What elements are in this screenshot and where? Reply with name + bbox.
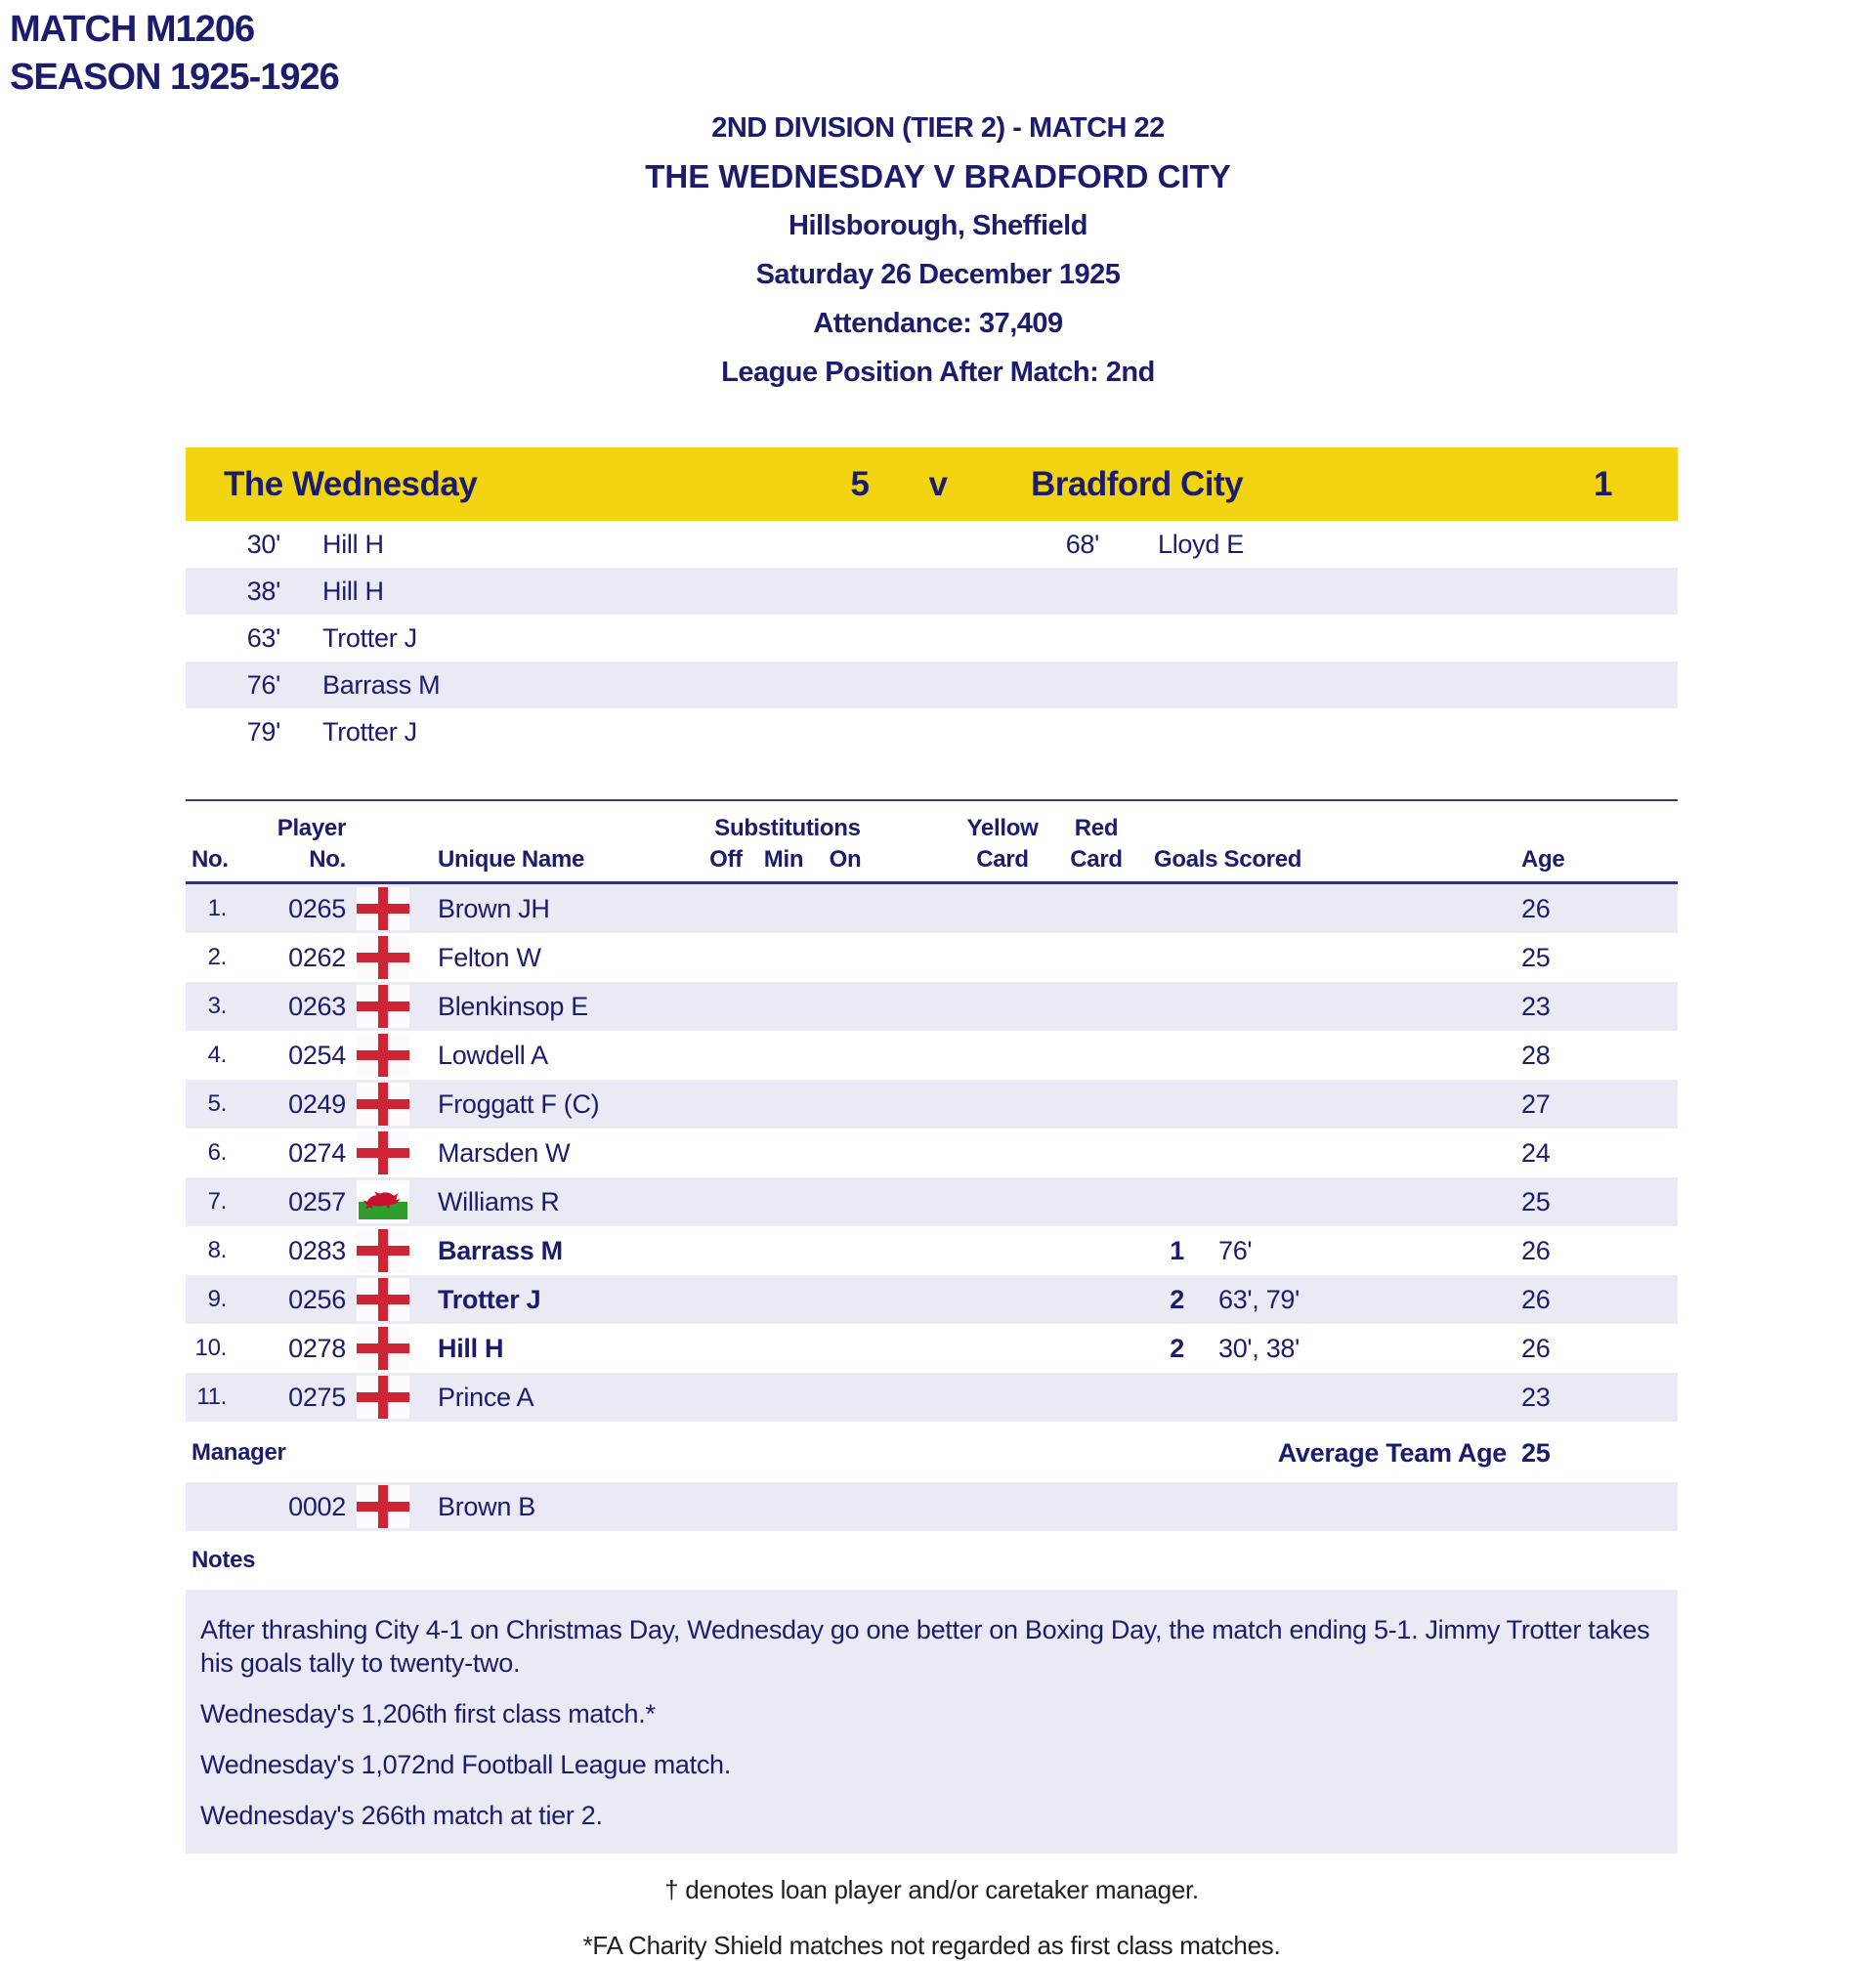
- player-number: 0249: [288, 1088, 346, 1119]
- player-number: 0254: [288, 1040, 346, 1070]
- shirt-number: 4.: [207, 1042, 227, 1068]
- home-goal-scorer: Barrass M: [322, 669, 441, 700]
- note-paragraph: After thrashing City 4-1 on Christmas Day, Wednesday go one better on Boxing Day, the match ending 5-1. Jimmy Trotter takes his goals tally to twenty-two.: [200, 1615, 1650, 1678]
- lineup-table: [186, 799, 1678, 1531]
- player-name: Marsden W: [438, 1137, 571, 1168]
- manager-average-age-line: [186, 1435, 1678, 1471]
- player-age: 24: [1521, 1137, 1551, 1168]
- lineup-table-header: [186, 799, 1678, 884]
- player-name: Barrass M: [438, 1235, 563, 1265]
- nationality-flag-icon: [357, 1131, 409, 1174]
- col-header-red: Red: [1074, 815, 1119, 841]
- note-paragraph: Wednesday's 1,072nd Football League match.: [200, 1750, 731, 1779]
- player-age: 26: [1521, 893, 1551, 923]
- shirt-number: 7.: [207, 1188, 227, 1215]
- goal-times: 30', 38': [1218, 1333, 1300, 1363]
- shirt-number: 1.: [207, 895, 227, 921]
- shirt-number: 5.: [207, 1090, 227, 1117]
- fixture-line: THE WEDNESDAY V BRADFORD CITY: [645, 158, 1231, 194]
- nationality-flag-icon: [357, 1083, 409, 1126]
- col-header-no: No.: [192, 846, 229, 873]
- goal-times: 63', 79': [1218, 1284, 1300, 1314]
- note-paragraph: Wednesday's 266th match at tier 2.: [200, 1801, 603, 1830]
- shirt-number: 3.: [207, 993, 227, 1019]
- col-header-player-no: No.: [309, 846, 346, 873]
- player-name: Trotter J: [438, 1284, 541, 1314]
- home-team-name: The Wednesday: [224, 464, 478, 503]
- charity-shield-footnote: *FA Charity Shield matches not regarded as first class matches.: [582, 1931, 1281, 1960]
- col-header-yellow: Yellow: [966, 815, 1039, 841]
- shirt-number: 11.: [196, 1384, 227, 1410]
- shirt-number: 6.: [207, 1139, 227, 1166]
- player-age: 23: [1521, 991, 1551, 1021]
- nationality-flag-icon: [357, 1376, 409, 1419]
- col-header-age: Age: [1521, 846, 1565, 873]
- manager-label: Manager: [192, 1439, 286, 1466]
- goal-row: [186, 568, 1678, 615]
- nationality-flag-icon: [357, 887, 409, 930]
- player-number: 0262: [288, 942, 346, 972]
- player-age: 26: [1521, 1235, 1551, 1265]
- col-header-substitutions: Substitutions: [714, 815, 861, 841]
- footnotes: [186, 1875, 1678, 1961]
- league-position-line: League Position After Match: 2nd: [721, 356, 1155, 388]
- date-line: Saturday 26 December 1925: [755, 258, 1121, 290]
- player-name: Prince A: [438, 1382, 534, 1412]
- manager-row: [186, 1482, 1678, 1531]
- home-goal-minute: 76': [246, 669, 280, 700]
- player-number: 0283: [288, 1235, 346, 1265]
- player-rows: [186, 884, 1678, 1422]
- versus-separator: v: [928, 464, 948, 503]
- player-name: Blenkinsop E: [438, 991, 588, 1021]
- col-header-off: Off: [709, 846, 743, 873]
- home-goal-scorer: Hill H: [322, 576, 384, 606]
- manager-number: 0002: [288, 1491, 346, 1521]
- player-name: Froggatt F (C): [438, 1088, 600, 1119]
- goal-row: [186, 615, 1678, 661]
- player-row: [186, 1031, 1678, 1080]
- home-goal-minute: 38': [246, 576, 280, 606]
- col-header-red-card: Card: [1070, 846, 1123, 873]
- average-team-age-value: 25: [1521, 1437, 1551, 1468]
- shirt-number: 9.: [207, 1286, 227, 1312]
- player-age: 26: [1521, 1333, 1551, 1363]
- goal-row: [186, 661, 1678, 708]
- goals-count: 1: [1170, 1235, 1184, 1265]
- home-score: 5: [850, 464, 870, 503]
- score-bar: [186, 448, 1678, 521]
- season-label: SEASON 1925-1926: [10, 57, 339, 98]
- player-row: [186, 1129, 1678, 1177]
- player-row: [186, 1275, 1678, 1324]
- manager-name: Brown B: [438, 1491, 535, 1521]
- goal-timeline: [186, 521, 1678, 755]
- home-goal-scorer: Trotter J: [322, 622, 417, 653]
- player-number: 0256: [288, 1284, 346, 1314]
- player-number: 0265: [288, 893, 346, 923]
- home-goal-minute: 79': [246, 716, 280, 746]
- nationality-flag-icon: [357, 1229, 409, 1272]
- col-header-yellow-card: Card: [976, 846, 1029, 873]
- col-header-player: Player: [277, 815, 346, 841]
- player-row: [186, 982, 1678, 1031]
- match-id: MATCH M1206: [10, 9, 255, 50]
- player-number: 0257: [288, 1186, 346, 1216]
- competition-line: 2ND DIVISION (TIER 2) - MATCH 22: [711, 111, 1165, 144]
- player-age: 28: [1521, 1040, 1551, 1070]
- away-team-name: Bradford City: [1031, 464, 1244, 503]
- player-name: Williams R: [438, 1186, 560, 1216]
- away-score: 1: [1594, 464, 1612, 503]
- player-name: Felton W: [438, 942, 541, 972]
- player-age: 25: [1521, 942, 1551, 972]
- goal-row: [186, 708, 1678, 755]
- venue-line: Hillsborough, Sheffield: [789, 209, 1087, 241]
- player-number: 0274: [288, 1137, 346, 1168]
- nationality-flag-icon: [357, 936, 409, 979]
- away-goal-minute: 68': [1065, 529, 1099, 559]
- col-header-on: On: [829, 846, 862, 873]
- player-age: 25: [1521, 1186, 1551, 1216]
- player-age: 26: [1521, 1284, 1551, 1314]
- shirt-number: 2.: [207, 944, 227, 970]
- home-goal-minute: 63': [246, 622, 280, 653]
- player-name: Brown JH: [438, 893, 550, 923]
- player-name: Hill H: [438, 1333, 504, 1363]
- player-row: [186, 1080, 1678, 1129]
- nationality-flag-icon: [357, 1180, 409, 1223]
- player-row: [186, 1373, 1678, 1422]
- average-team-age-label: Average Team Age: [1277, 1437, 1507, 1468]
- away-goal-scorer: Lloyd E: [1158, 529, 1244, 559]
- notes-label: Notes: [192, 1547, 256, 1573]
- document-title-block: [10, 6, 339, 102]
- player-number: 0263: [288, 991, 346, 1021]
- goal-row: [186, 521, 1678, 568]
- player-age: 23: [1521, 1382, 1551, 1412]
- shirt-number: 10.: [194, 1335, 227, 1361]
- goals-count: 2: [1170, 1333, 1184, 1363]
- nationality-flag-icon: [357, 1034, 409, 1077]
- attendance-line: Attendance: 37,409: [813, 307, 1063, 339]
- nationality-flag-icon: [357, 1278, 409, 1321]
- player-number: 0278: [288, 1333, 346, 1363]
- player-row: [186, 1324, 1678, 1373]
- report-body: [186, 448, 1678, 1961]
- shirt-number: 8.: [207, 1237, 227, 1263]
- col-header-unique-name: Unique Name: [438, 846, 585, 873]
- col-header-min: Min: [763, 846, 804, 873]
- nationality-flag-icon: [357, 1485, 409, 1528]
- loan-footnote: † denotes loan player and/or caretaker manager.: [664, 1875, 1199, 1904]
- nationality-flag-icon: [357, 1327, 409, 1370]
- player-row: [186, 933, 1678, 982]
- player-row: [186, 1177, 1678, 1226]
- goal-times: 76': [1218, 1235, 1253, 1265]
- goals-count: 2: [1170, 1284, 1184, 1314]
- nationality-flag-icon: [357, 985, 409, 1028]
- note-paragraph: Wednesday's 1,206th first class match.*: [200, 1699, 656, 1728]
- notes-box: [186, 1590, 1678, 1854]
- player-row: [186, 884, 1678, 933]
- player-age: 27: [1521, 1088, 1551, 1119]
- home-goal-scorer: Trotter J: [322, 716, 417, 746]
- player-name: Lowdell A: [438, 1040, 548, 1070]
- home-goal-minute: 30': [246, 529, 280, 559]
- col-header-goals-scored: Goals Scored: [1154, 846, 1302, 873]
- player-number: 0275: [288, 1382, 346, 1412]
- home-goal-scorer: Hill H: [322, 529, 384, 559]
- player-row: [186, 1226, 1678, 1275]
